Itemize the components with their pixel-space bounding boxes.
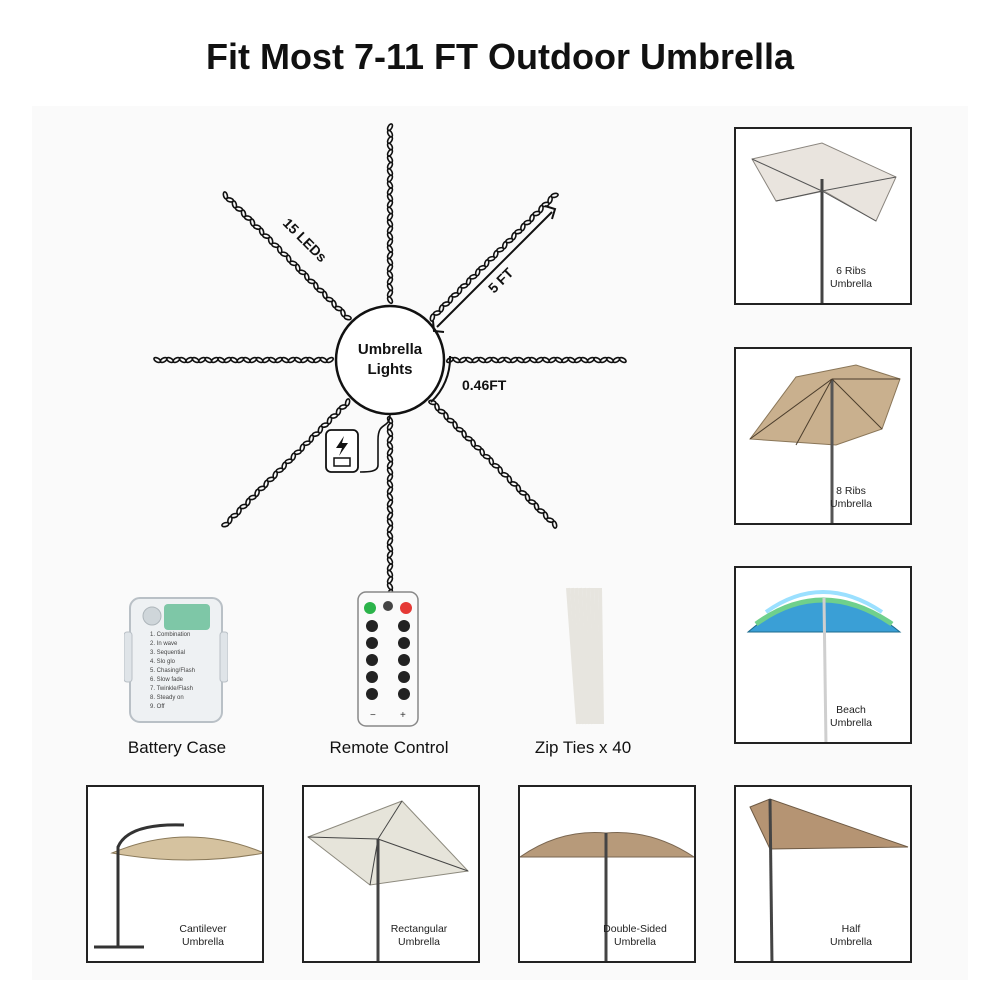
battery-mode-label: 9. Off	[150, 704, 165, 710]
svg-text:−: −	[370, 710, 376, 721]
remote-button	[366, 654, 378, 666]
umbrella-card-cantilever	[86, 785, 264, 963]
remote-button	[398, 637, 410, 649]
remote-control-label: Remote Control	[329, 738, 449, 757]
umbrella-type: Umbrella	[181, 936, 224, 948]
remote-button	[398, 688, 410, 700]
led-strand	[387, 123, 394, 304]
battery-mode-label: 5. Chasing/Flash	[150, 668, 196, 674]
power-cord	[360, 414, 390, 472]
umbrella-type: Umbrella	[829, 717, 872, 729]
remote-button	[366, 671, 378, 683]
battery-mode-label: 2. In wave	[150, 641, 178, 647]
led-strand	[387, 416, 394, 597]
battery-mode-label: 3. Sequential	[150, 650, 186, 656]
led-strand	[153, 357, 334, 364]
umbrella-name: 6 Ribs	[836, 265, 866, 277]
umbrella-card-rectangular	[302, 785, 480, 963]
led-strand	[430, 193, 559, 322]
umbrella-type: Umbrella	[613, 936, 656, 948]
zip-ties-label: Zip Ties x 40	[534, 738, 632, 757]
umbrella-type: Umbrella	[829, 498, 872, 510]
umbrella-name: Half	[841, 923, 861, 935]
battery-mode-label: 4. Slo glo	[150, 659, 176, 665]
center-label-line1: Umbrella	[357, 341, 423, 358]
remote-button	[366, 620, 378, 632]
page-title: Fit Most 7-11 FT Outdoor Umbrella	[205, 36, 795, 77]
remote-button	[366, 637, 378, 649]
umbrella-name: Beach	[836, 704, 866, 716]
battery-case-icon	[124, 592, 228, 726]
svg-text:+: +	[400, 710, 406, 721]
umbrella-card-8-ribs	[734, 347, 912, 525]
battery-mode-label: 7. Twinkle/Flash	[150, 686, 193, 692]
battery-case-label: Battery Case	[127, 738, 227, 757]
battery-mode-label: 1. Combination	[150, 632, 191, 638]
length-label: 5 FT	[484, 264, 517, 297]
umbrella-lights-diagram	[150, 120, 630, 600]
umbrella-type: Umbrella	[829, 936, 872, 948]
ring-size-label: 0.46FT	[462, 377, 507, 393]
remote-control-icon	[356, 590, 420, 728]
center-ring	[336, 306, 444, 414]
umbrella-name: Double-Sided	[603, 923, 667, 935]
remote-button	[398, 671, 410, 683]
battery-mode-label: 6. Slow fade	[150, 677, 184, 683]
zip-tie	[600, 588, 602, 724]
led-strand	[223, 191, 352, 320]
zip-ties-icon	[560, 584, 620, 728]
length-arrow	[437, 212, 552, 327]
umbrella-name: Cantilever	[179, 923, 227, 935]
umbrella-card-6-ribs	[734, 127, 912, 305]
umbrella-card-beach	[734, 566, 912, 744]
umbrella-card-half	[734, 785, 912, 963]
led-strand	[428, 400, 557, 529]
umbrella-card-double-sided	[518, 785, 696, 963]
remote-button	[366, 688, 378, 700]
umbrella-type: Umbrella	[397, 936, 440, 948]
umbrella-type: Umbrella	[829, 278, 872, 290]
umbrella-name: 8 Ribs	[836, 485, 866, 497]
center-label-line2: Lights	[367, 361, 413, 378]
remote-button	[398, 654, 410, 666]
led-strand	[446, 357, 627, 364]
battery-mode-label: 8. Steady on	[150, 695, 184, 701]
umbrella-name: Rectangular	[390, 923, 448, 935]
led-count-label: 15 LEDs	[279, 214, 331, 266]
remote-button	[398, 620, 410, 632]
